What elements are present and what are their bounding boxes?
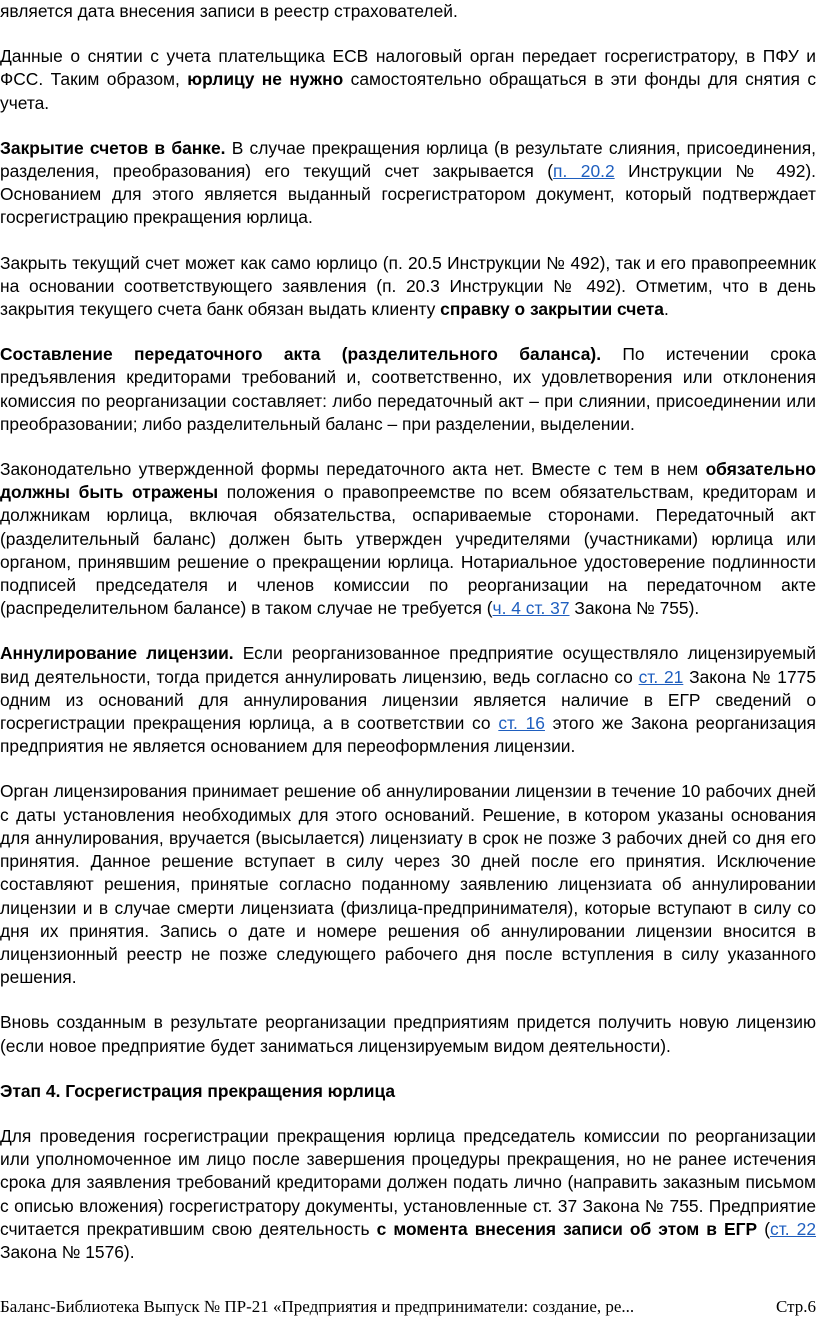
page-footer (0, 1296, 816, 1318)
link-st-21[interactable]: ст. 21 (638, 666, 684, 687)
paragraph-esv-deregistration: Данные о снятии с учета плательщика ЕСВ налоговый орган передает госрегистратору, в ПФУ и ФСС. Таким образом, юрлицу не нужно самостоятельно обращаться в эти фонды для снятия с учета. (0, 46, 816, 113)
link-p-20-2[interactable]: п. 20.2 (553, 161, 615, 182)
paragraph-bank-accounts: Закрытие счетов в банке. В случае прекращения юрлица (в результате слияния, присоединения, разделения, преобразования) его текущий счет закрывается (п. 20.2 Инструкции № 492). Основанием для этого является выданный госрегистратором документ, который подтверждает госрегистрацию прекращения юрлица. (0, 137, 816, 228)
paragraph-transfer-act: Составление передаточного акта (разделительного баланса). По истечении срока предъявления кредиторами требований и, соответственно, их удовлетворения или отклонения комиссия по реорганизации составляет: либо передаточный акт – при слиянии, присоединении или преобразовании; либо разделительный баланс – при разделении, выделении. (0, 344, 816, 434)
emphasis-account-certificate: справку о закрытии счета (440, 299, 664, 320)
paragraph-transfer-act-form: Законодательно утвержденной формы передаточного акта нет. Вместе с тем в нем обязательно должны быть отражены положения о правопреемстве по всем обязательствам, кредиторам и должникам юрлица, включая обязательства, оспариваемые сторонами. Передаточный акт (разделительный баланс) должен быть утвержден учредителями (участниками) юрлица или органом, принявшим решение о прекращении юрлица. Нотариальное удостоверение подлинности подписей председателя и членов комиссии по реорганизации на передаточном акте (распределительном балансе) в таком случае не требуется (ч. 4 ст. 37 Закона № 755). (0, 459, 816, 619)
footer-title: Баланс-Библиотека Выпуск № ПР-21 «Предприятия и предприниматели: создание, ре... (0, 1297, 635, 1316)
paragraph-new-license: Вновь созданным в результате реорганизации предприятиям придется получить новую лицензию (если новое предприятие будет заниматься лицензируемым видом деятельности). (0, 1012, 816, 1056)
link-st-16[interactable]: ст. 16 (498, 713, 545, 734)
emphasis-no-need: юрлицу не нужно (187, 69, 344, 90)
footer-page-number: Стр.6 (775, 1297, 816, 1316)
link-ch-4-st-37[interactable]: ч. 4 ст. 37 (492, 598, 570, 619)
link-st-22[interactable]: ст. 22 (770, 1218, 816, 1239)
section-heading-stage-4: Этап 4. Госрегистрация прекращения юрлица (0, 1080, 396, 1101)
paragraph-licensing-authority: Орган лицензирования принимает решение об аннулировании лицензии в течение 10 рабочих дней с даты установления необходимых для этого оснований. Решение, в котором указаны основания для аннулирования, вручается (высылается) лицензиату в срок не позже 3 рабочих дней со дня его принятия. Данное решение вступает в силу через 30 дней после его принятия. Исключение составляют решения, принятые согласно поданному заявлению лицензиата об аннулировании лицензии и в случае смерти лицензиата (физлица-предпринимателя), которые вступают в силу со дня их принятия. Запись о дате и номере решения об аннулировании лицензии вносится в лицензионный реестр не позже следующего рабочего дня после вступления в силу указанного решения. (0, 781, 816, 988)
paragraph-license-annulment: Аннулирование лицензии. Если реорганизованное предприятие осуществляло лицензируемый вид деятельности, тогда придется аннулировать лицензию, ведь согласно со ст. 21 Закона № 1775 одним из оснований для аннулирования лицензии является наличие в ЕГР сведений о госрегистрации прекращения юрлица, а в соответствии со ст. 16 этого же Закона реорганизация предприятия не является основанием для переоформления лицензии. (0, 643, 816, 757)
emphasis-must-reflect: обязательно должны быть отражены (0, 459, 816, 503)
paragraph-state-registration: Для проведения госрегистрации прекращения юрлица председатель комиссии по реорганизации или уполномоченное им лицо после завершения процедуры прекращения, но не ранее истечения срока для заявления требований кредиторами должен подать лично (направить заказным письмом с описью вложения) госрегистратору документы, установленные ст. 37 Закона № 755. Предприятие считается прекратившим свою деятельность с момента внесения записи об этом в ЕГР (ст. 22 Закона № 1576). (0, 1125, 816, 1262)
heading-bank-accounts: Закрытие счетов в банке. (0, 137, 226, 158)
heading-transfer-act: Составление передаточного акта (разделительного баланса). (0, 344, 602, 365)
emphasis-egr-entry: с момента внесения записи об этом в ЕГР (376, 1218, 758, 1239)
paragraph-registry-date: является дата внесения записи в реестр страхователей. (0, 1, 458, 21)
paragraph-close-account: Закрыть текущий счет может как само юрлицо (п. 20.5 Инструкции № 492), так и его правопреемник на основании соответствующего заявления (п. 20.3 Инструкции № 492). Отметим, что в день закрытия текущего счета банк обязан выдать клиенту справку о закрытии счета. (0, 252, 816, 320)
heading-license-annulment: Аннулирование лицензии. (0, 643, 234, 664)
